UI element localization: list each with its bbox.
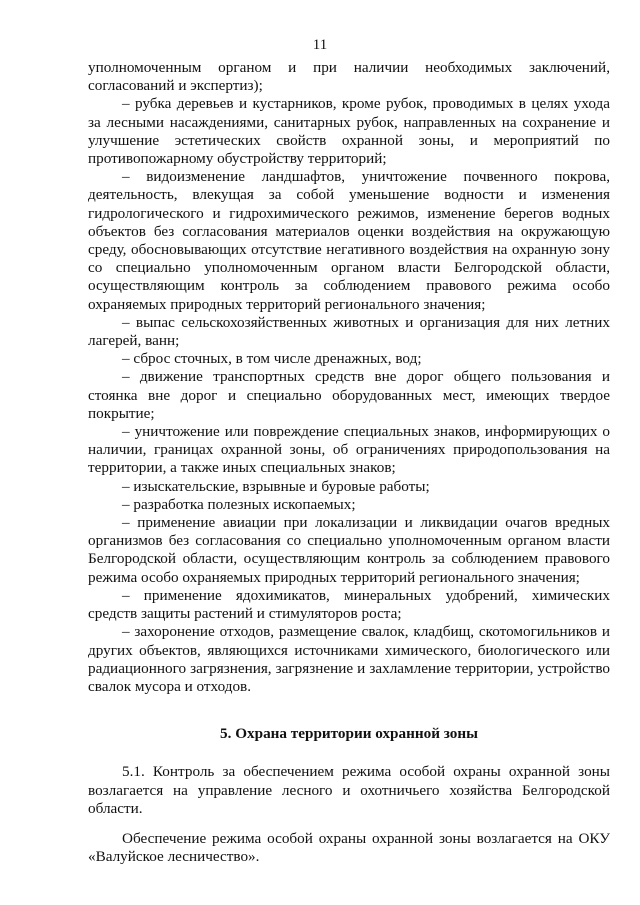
list-item: – применение авиации при локализации и ликвидации очагов вредных организмов без согласования со специально уполномоченным органом власти Белгородской области, осуществляющим контроль за соблюдением правового режима особо охраняемых природных территорий регионального значения; <box>88 514 610 586</box>
list-item: – применение ядохимикатов, минеральных удобрений, химических средств защиты растений и стимуляторов роста; <box>88 586 610 623</box>
page-number: 11 <box>312 37 328 53</box>
list-item: – видоизменение ландшафтов, уничтожение почвенного покрова, деятельность, влекущая за собой уменьшение водности и изменения гидрологического и гидрохимического режимов, изменение берегов водных объектов без согласования материалов оценки воздействия на окружающую среду, обосновывающих отсутствие негативного воздействия на охранную зону со специально уполномоченным органом власти Белгородской области, осуществляющим контроль за соблюдением правового режима особо охраняемых природных территорий регионального значения; <box>88 168 610 313</box>
list-item: – изыскательские, взрывные и буровые работы; <box>122 477 430 495</box>
section-paragraph: 5.1. Контроль за обеспечением режима особой охраны охранной зоны возлагается на управление лесного и охотничьего хозяйства Белгородской области. <box>88 763 610 817</box>
list-item: – рубка деревьев и кустарников, кроме рубок, проводимых в целях ухода за лесными насаждениями, санитарных рубок, направленных на сохранение и улучшение эстетических свойств охранной зоны, и мероприятий по противопожарному обустройству территорий; <box>88 95 610 168</box>
list-item: – захоронение отходов, размещение свалок, кладбищ, скотомогильников и других объектов, являющихся источниками химического, биологического или радиационного загрязнения, загрязнение и захламление территории, устройство свалок мусора и отходов. <box>88 623 610 695</box>
page-body <box>88 59 610 866</box>
list-item: – уничтожение или повреждение специальных знаков, информирующих о наличии, границах охранной зоны, об ограничениях природопользования на территории, а также иных специальных знаков; <box>88 423 610 477</box>
section-paragraph: Обеспечение режима особой охраны охранной зоны возлагается на ОКУ «Валуйское лесничество». <box>88 829 610 866</box>
list-item: – разработка полезных ископаемых; <box>122 495 356 513</box>
list-item: – движение транспортных средств вне дорог общего пользования и стоянка вне дорог и специально оборудованных мест, имеющих твердое покрытие; <box>88 368 610 422</box>
section-heading: 5. Охрана территории охранной зоны <box>220 725 478 743</box>
list-item: – выпас сельскохозяйственных животных и организация для них летних лагерей, ванн; <box>88 313 610 350</box>
list-item: – сброс сточных, в том числе дренажных, вод; <box>122 350 422 368</box>
paragraph-continuation: уполномоченным органом и при наличии необходимых заключений, согласований и экспертиз); <box>88 59 610 95</box>
